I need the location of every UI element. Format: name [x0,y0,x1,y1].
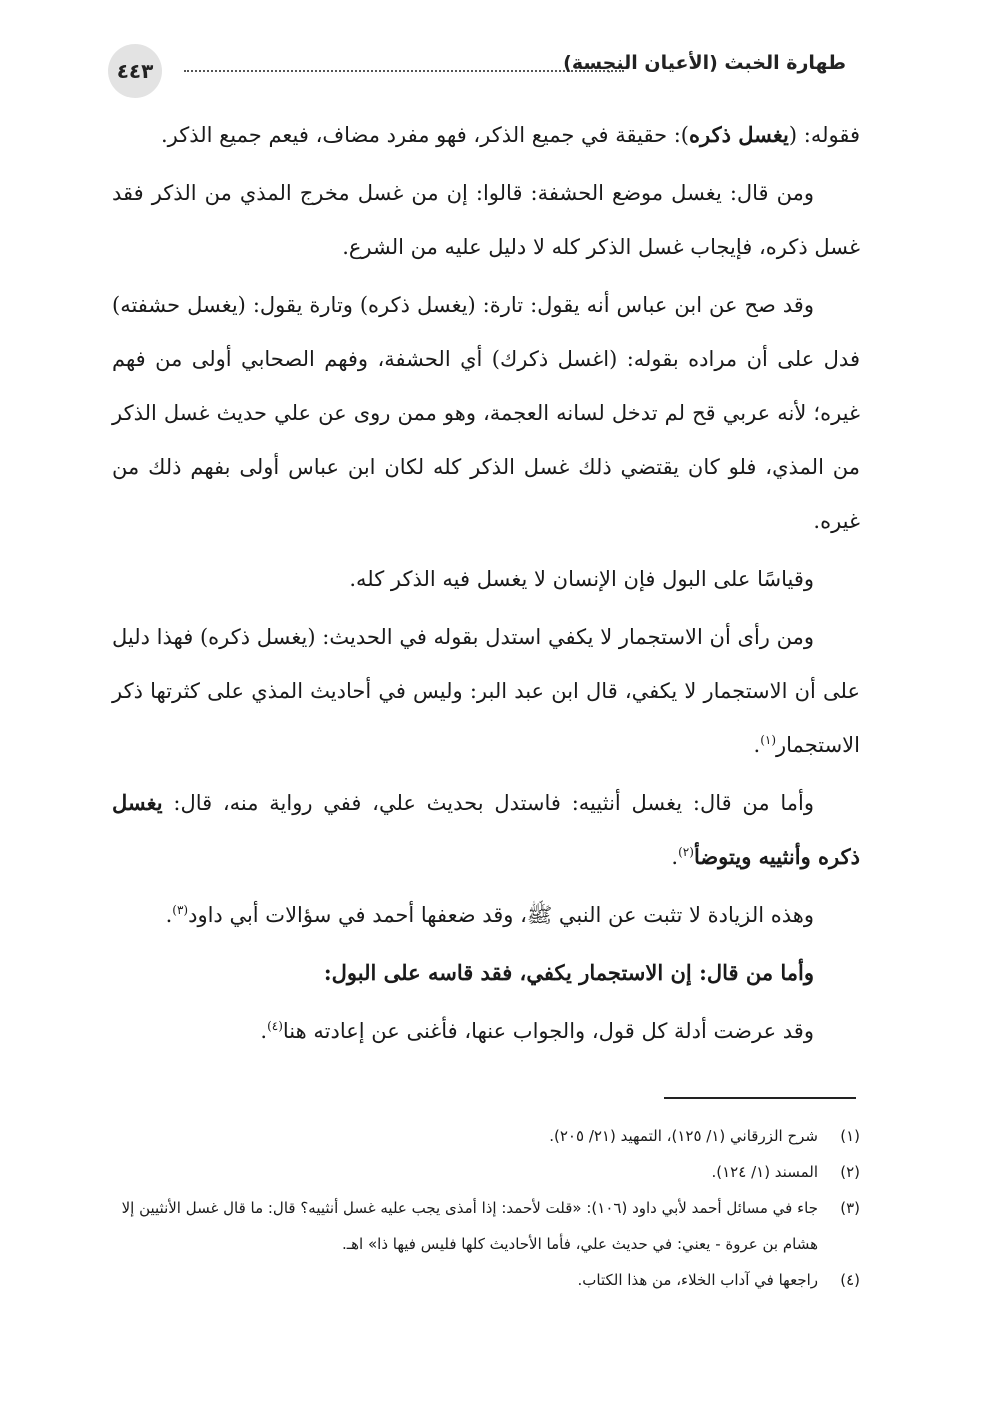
text-run: وقياسًا على البول فإن الإنسان لا يغسل فيه الذكر كله. [349,567,814,591]
paragraph [112,888,860,942]
footnote-ref: (٤) [267,1019,283,1033]
text-run: وهذه الزيادة لا تثبت عن النبي ﷺ، وقد ضعفها أحمد في سؤالات أبي داود [188,903,814,927]
footnote-number: (١) [840,1127,860,1145]
text-run: . [165,903,173,927]
text-run: . [260,1019,268,1043]
page-number-badge: ٤٤٣ [108,44,162,98]
paragraph [112,278,860,548]
text-run: ): حقيقة في جميع الذكر، فهو مفرد مضاف، فيعم جميع الذكر. [160,123,689,147]
footnote [112,1118,860,1154]
footnote-divider [664,1097,856,1099]
bold-text: وأما من قال: إن الاستجمار يكفي، فقد قاسه على البول: [323,960,814,985]
text-run: . [753,733,761,757]
paragraph [112,776,860,884]
running-title: طهارة الخبث (الأعيان النجسة) [563,52,846,74]
text-run: ومن قال: يغسل موضع الحشفة: قالوا: إن من غسل مخرج المذي من الذكر فقد غسل ذكره، فإيجاب غسل الذكر كله لا دليل عليه من الشرع. [112,181,860,259]
text-run: فقوله: ( [788,123,860,147]
footnote-text: المسند (١/ ١٢٤). [711,1163,818,1181]
paragraph [112,946,860,1000]
main-text [112,108,860,1062]
text-run: وقد عرضت أدلة كل قول، والجواب عنها، فأغنى عن إعادته هنا [282,1019,814,1043]
text-run: ومن رأى أن الاستجمار لا يكفي استدل بقوله في الحديث: (يغسل ذكره) فهذا دليل على أن الاستجمار لا يكفي، قال ابن عبد البر: وليس في أحاديث المذي على كثرتها ذكر الاستجمار [112,625,860,757]
footnote-number: (٤) [840,1271,860,1289]
paragraph [112,166,860,274]
header-dotted-leader [184,70,624,72]
footnote-text: شرح الزرقاني (١/ ١٢٥)، التمهيد (٢١/ ٢٠٥). [549,1127,818,1145]
footnote-text: جاء في مسائل أحمد لأبي داود (١٠٦): «قلت لأحمد: إذا أمذى يجب عليه غسل أنثييه؟ قال: ما قال غسل الأنثيين إلا هشام بن عروة - يعني: في حديث علي، فأما الأحاديث كلها فليس فيها ذا» اهـ. [121,1199,818,1253]
text-run: . [671,845,679,869]
footnote-text: راجعها في آداب الخلاء، من هذا الكتاب. [577,1271,818,1289]
footnote-ref: (١) [760,733,777,747]
footnote-ref: (٣) [172,903,189,917]
footnote [112,1154,860,1190]
paragraph [112,108,860,162]
paragraph [112,610,860,772]
text-run: وقد صح عن ابن عباس أنه يقول: تارة: (يغسل ذكره) وتارة يقول: (يغسل حشفته) فدل على أن مراده بقوله: (اغسل ذكرك) أي الحشفة، وفهم الصحابي أولى من فهم غيره؛ لأنه عربي قح لم تدخل لسانه العجمة، وهو ممن روى عن علي حديث غسل الذكر من المذي، فلو كان يقتضي ذلك غسل الذكر كله لكان ابن عباس أولى بفهم ذلك من غيره. [112,293,860,533]
text-run: وأما من قال: يغسل أنثييه: فاستدل بحديث علي، ففي رواية منه، قال: [162,791,814,815]
paragraph [112,552,860,606]
footnote-ref: (٢) [678,845,694,859]
footnotes [112,1118,860,1298]
footnote-number: (٣) [840,1199,860,1217]
bold-text: يغسل ذكره [689,122,789,147]
footnote-number: (٢) [840,1163,860,1181]
paragraph [112,1004,860,1058]
bold-text: يغسل ذكره وأنثييه ويتوضأ [112,790,860,869]
footnote [112,1190,860,1262]
footnote [112,1262,860,1298]
page-header [108,40,864,100]
